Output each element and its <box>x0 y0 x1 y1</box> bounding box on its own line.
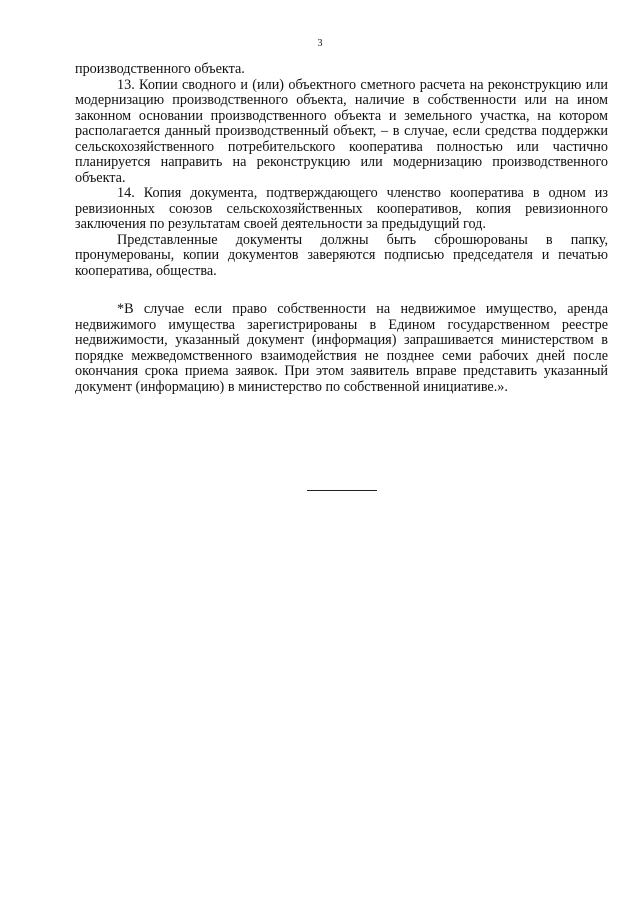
paragraph-continuation: производственного объекта. <box>75 61 245 77</box>
paragraph-binding-requirements: Представленные документы должны быть сброшюрованы в папку, пронумерованы, копии документов заверяются подписью председателя и печатью кооператива, общества. <box>75 231 608 279</box>
paragraph-item-13: 13. Копии сводного и (или) объектного сметного расчета на реконструкцию или модернизацию производственного объекта, наличие в собственности или на ином законном основании производственного объекта и земельного участка, на котором располагается данный производственный объект, – в случае, если средства поддержки сельскохозяйственного потребительского кооператива полностью или частично планируется направить на реконструкцию или модернизацию производственного объекта. <box>75 76 608 186</box>
page-number: 3 <box>317 38 323 49</box>
footnote-paragraph: *В случае если право собственности на недвижимое имущество, аренда недвижимого имущества зарегистрированы в Едином государственном реестре недвижимости, указанный документ (информация) запрашивается министерством в порядке межведомственного взаимодействия не позднее семи рабочих дней после окончания срока приема заявок. При этом заявитель вправе представить указанный документ (информацию) в министерство по собственной инициативе.». <box>75 301 608 395</box>
closing-separator-line <box>307 490 377 491</box>
document-body <box>75 62 608 395</box>
paragraph-item-14: 14. Копия документа, подтверждающего членство кооператива в одном из ревизионных союзов сельскохозяйственных кооперативов, копия ревизионного заключения по результатам своей деятельности за предыдущий год. <box>75 185 608 232</box>
